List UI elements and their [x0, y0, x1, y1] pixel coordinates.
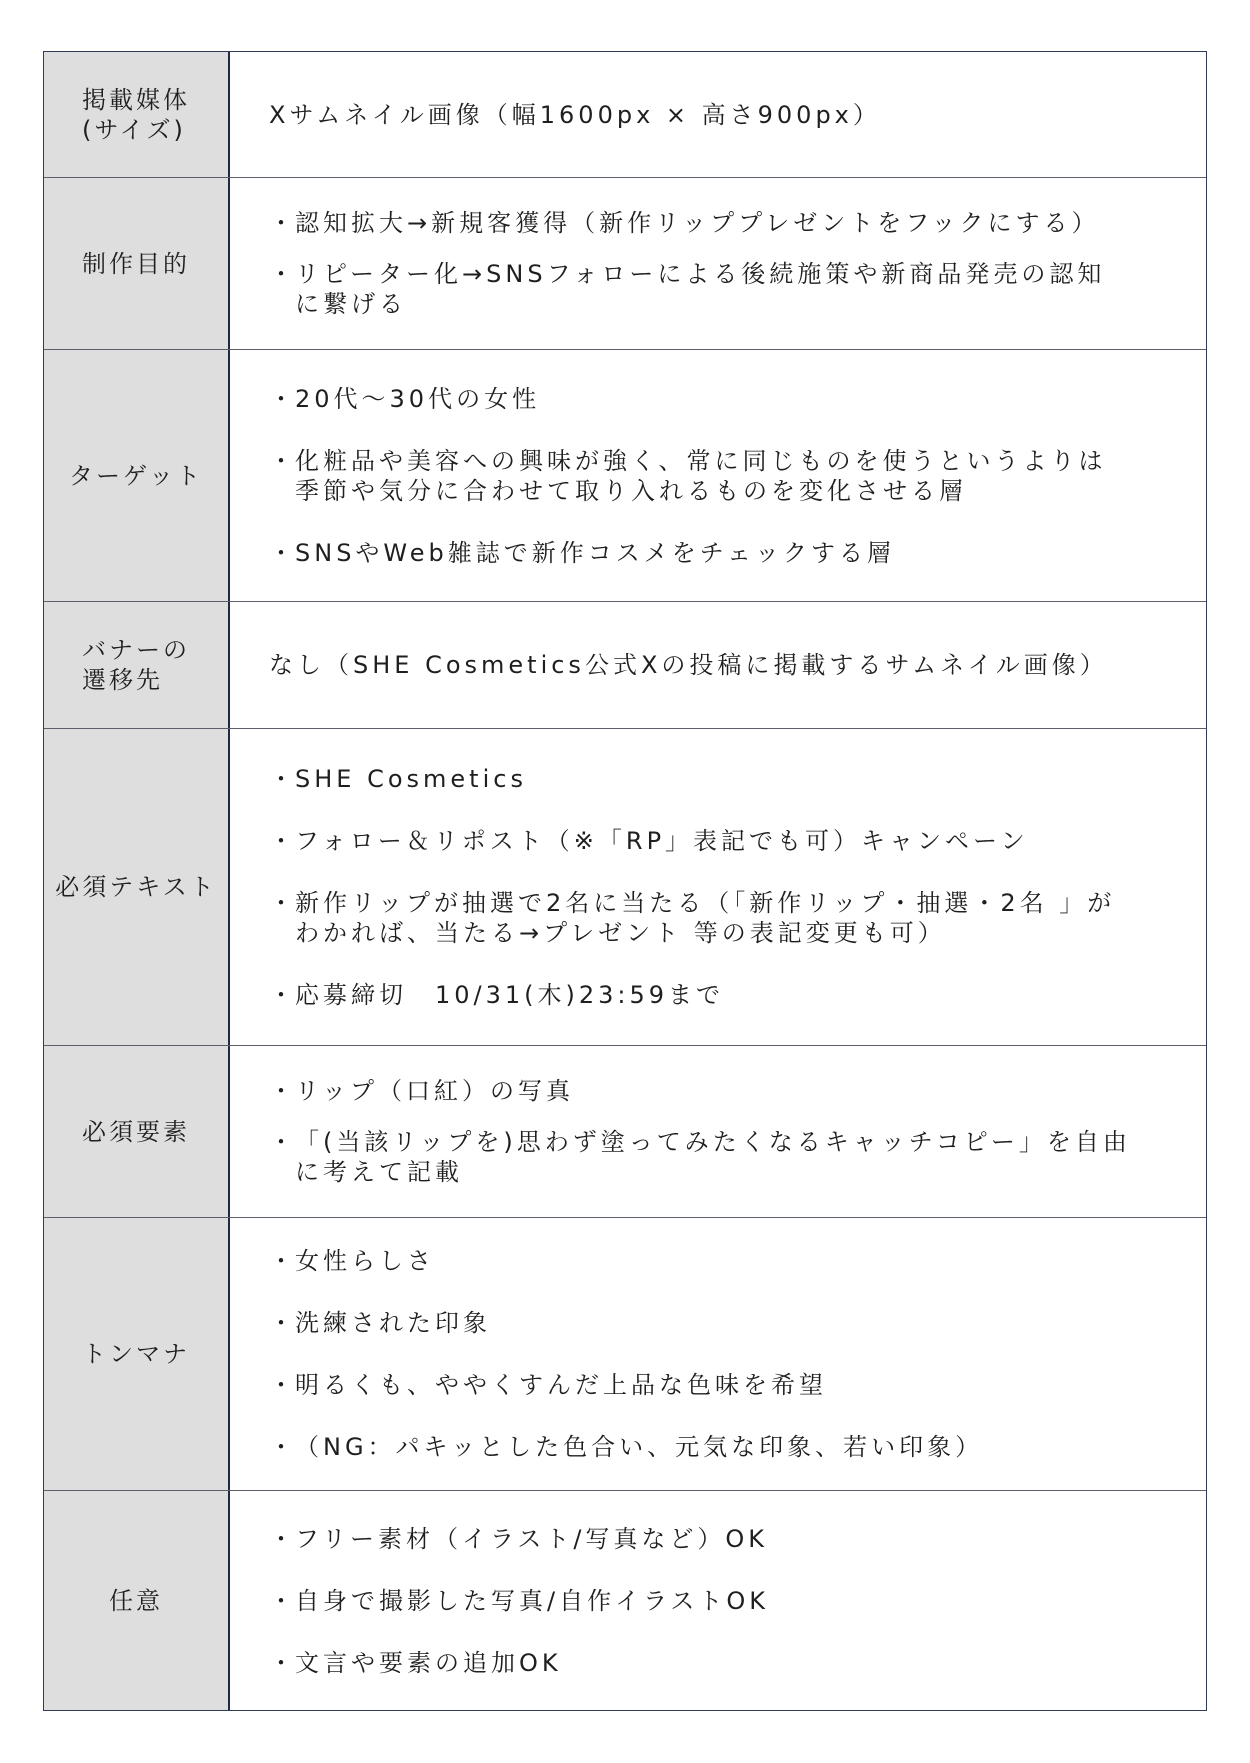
bullet-dot-icon: ・	[269, 981, 293, 1009]
bullet-dot-icon: ・	[269, 209, 293, 237]
list-item	[269, 446, 1206, 506]
list-item	[269, 1586, 1206, 1616]
bullet-dot-icon: ・	[269, 1309, 293, 1337]
list-item	[269, 1648, 1206, 1678]
row-label: 任意	[109, 1586, 163, 1615]
list-item-text: 自身で撮影した写真/自作イラストOK	[295, 1586, 769, 1615]
list-item-text: 女性らしさ	[295, 1247, 435, 1275]
bullet-dot-icon: ・	[269, 260, 293, 288]
bullet-dot-icon: ・	[269, 1128, 293, 1156]
list-item	[269, 1524, 1206, 1554]
list-item-text: 化粧品や美容への興味が強く、常に同じものを使うというよりは 季節や気分に合わせて取り入れるものを変化させる層	[295, 446, 1107, 505]
row-label-cell	[44, 1218, 230, 1490]
row-value: Xサムネイル画像（幅1600px × 高さ900px）	[269, 100, 881, 129]
row-label-cell	[44, 729, 230, 1045]
row-label-cell	[44, 1046, 230, 1217]
bullet-dot-icon: ・	[269, 1524, 293, 1553]
list-item	[269, 1246, 1206, 1276]
row-tone-manner	[44, 1217, 1206, 1490]
list-item	[269, 1370, 1206, 1400]
list-item	[269, 980, 1206, 1010]
row-label-cell	[44, 602, 230, 728]
list-item	[269, 1432, 1206, 1462]
row-purpose	[44, 177, 1206, 349]
row-label: 掲載媒体 (サイズ)	[82, 85, 190, 144]
spec-table	[43, 51, 1207, 1711]
bullet-dot-icon: ・	[269, 1586, 293, 1615]
bullet-dot-icon: ・	[269, 827, 293, 855]
row-required-elements	[44, 1045, 1206, 1217]
bullet-dot-icon: ・	[269, 538, 293, 567]
bullet-dot-icon: ・	[269, 1648, 293, 1677]
list-item-text: SNSやWeb雑誌で新作コスメをチェックする層	[295, 538, 896, 567]
row-optional	[44, 1490, 1206, 1710]
list-item	[269, 764, 1206, 794]
row-content	[230, 1491, 1206, 1710]
list-item-text: フリー素材（イラスト/写真など）OK	[295, 1524, 769, 1553]
list-item-text: SHE Cosmetics	[295, 765, 527, 793]
row-required-text	[44, 728, 1206, 1045]
bullet-dot-icon: ・	[269, 384, 293, 413]
list-item	[269, 384, 1206, 414]
bullet-dot-icon: ・	[269, 1433, 293, 1461]
bullet-dot-icon: ・	[269, 1077, 293, 1105]
list-item-text: 認知拡大→新規客獲得（新作リッププレゼントをフックにする）	[295, 209, 1100, 237]
row-label: トンマナ	[82, 1340, 190, 1368]
list-item	[269, 538, 1206, 568]
list-item	[269, 1308, 1206, 1338]
row-media-size	[44, 52, 1206, 177]
list-item	[269, 888, 1206, 948]
list-item-text: 新作リップが抽選で2名に当たる（「新作リップ・抽選・2名 」が わかれば、当たる→プレゼント 等の表記変更も可）	[295, 889, 1116, 947]
row-content	[230, 1046, 1206, 1217]
row-label: バナーの 遷移先	[82, 636, 190, 694]
row-target	[44, 349, 1206, 601]
list-item	[269, 1076, 1206, 1106]
row-content	[230, 178, 1206, 349]
row-content	[230, 52, 1206, 177]
row-value: なし（SHE Cosmetics公式Xの投稿に掲載するサムネイル画像）	[269, 651, 1108, 679]
row-label-cell	[44, 178, 230, 349]
row-label: 必須テキスト	[55, 873, 217, 901]
list-item	[269, 208, 1206, 238]
row-label-cell	[44, 350, 230, 601]
list-item-text: フォロー＆リポスト（※「RP」表記でも可）キャンペーン	[295, 827, 1029, 855]
bullet-dot-icon: ・	[269, 765, 293, 793]
row-content	[230, 729, 1206, 1045]
row-label-cell	[44, 52, 230, 177]
list-item-text: 文言や要素の追加OK	[295, 1648, 562, 1677]
list-item-text: （NG：パキッとした色合い、元気な印象、若い印象）	[295, 1433, 984, 1461]
bullet-dot-icon: ・	[269, 889, 293, 917]
row-label: 必須要素	[82, 1117, 190, 1146]
list-item	[269, 826, 1206, 856]
list-item	[269, 1127, 1206, 1187]
list-item-text: 明るくも、ややくすんだ上品な色味を希望	[295, 1371, 827, 1399]
list-item-text: 「(当該リップを)思わず塗ってみたくなるキャッチコピー」を自由 に考えて記載	[295, 1128, 1131, 1186]
list-item-text: リップ（口紅）の写真	[295, 1077, 575, 1105]
bullet-dot-icon: ・	[269, 1247, 293, 1275]
row-content	[230, 1218, 1206, 1490]
list-item-text: リピーター化→SNSフォローによる後続施策や新商品発売の認知 に繋げる	[295, 260, 1106, 318]
row-label: 制作目的	[82, 249, 190, 278]
list-item-text: 洗練された印象	[295, 1309, 491, 1337]
row-content	[230, 350, 1206, 601]
list-item-text: 20代〜30代の女性	[295, 384, 541, 413]
row-label-cell	[44, 1491, 230, 1710]
list-item-text: 応募締切 10/31(木)23:59まで	[295, 981, 725, 1009]
row-label: ターゲット	[68, 461, 204, 490]
bullet-dot-icon: ・	[269, 1371, 293, 1399]
list-item	[269, 259, 1206, 319]
bullet-dot-icon: ・	[269, 446, 293, 475]
row-content	[230, 602, 1206, 728]
row-banner-destination	[44, 601, 1206, 728]
